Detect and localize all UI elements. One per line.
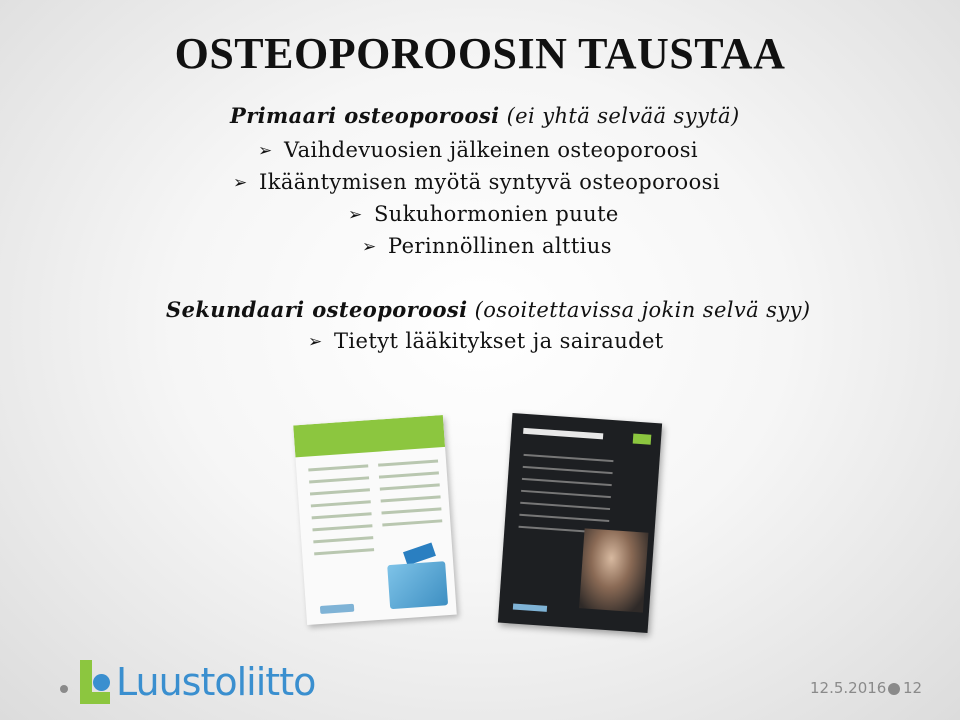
brochure-text-line <box>314 548 374 555</box>
list-item-text: Ikääntymisen myötä syntyvä osteoporoosi <box>259 170 720 194</box>
brochure-header-band <box>293 415 445 457</box>
list-item-text: Perinnöllinen alttius <box>388 234 612 258</box>
brochure-text-line <box>382 519 442 526</box>
brochure-text-line <box>312 524 372 531</box>
brochure-text-line <box>381 495 441 502</box>
list-item <box>362 234 612 258</box>
arrowhead-bullet-icon: ➢ <box>348 205 363 225</box>
primary-heading: Primaari osteoporoosi <box>230 103 500 128</box>
brochure-text-line <box>308 464 368 471</box>
primary-note: (ei yhtä selvää syytä) <box>506 104 740 128</box>
list-item <box>308 329 664 353</box>
brochure-logo <box>320 604 354 614</box>
brochure-image-green <box>293 415 457 625</box>
logo-text: Luustoliitto <box>116 660 316 704</box>
list-item-text: Tietyt lääkitykset ja sairaudet <box>334 329 664 353</box>
brochure-text-line <box>522 478 612 486</box>
brochure-text-line <box>519 514 609 522</box>
brochure-text-line <box>313 536 373 543</box>
brochure-text-line <box>381 507 441 514</box>
brochure-title-bar <box>523 428 603 440</box>
footer-bullet <box>60 685 68 693</box>
brochure-text-line <box>523 466 613 474</box>
brochure-text-line <box>521 490 611 498</box>
brochure-badge <box>633 434 652 445</box>
list-item-text: Sukuhormonien puute <box>374 202 619 226</box>
brochure-photo <box>387 561 448 609</box>
brochure-text-line <box>520 502 610 510</box>
logo-mark-icon <box>80 660 110 704</box>
luustoliitto-logo <box>80 658 315 704</box>
brochure-text-line <box>312 512 372 519</box>
arrowhead-bullet-icon: ➢ <box>308 332 323 352</box>
brochure-photo <box>579 528 648 612</box>
brochure-text-line <box>379 471 439 478</box>
slide-title: OSTEOPOROOSIN TAUSTAA <box>174 29 786 78</box>
secondary-heading-line <box>166 297 810 322</box>
brochure-text-line <box>310 488 370 495</box>
page-number: 12 <box>903 679 923 697</box>
list-item <box>348 202 619 226</box>
primary-heading-line <box>230 103 740 128</box>
arrowhead-bullet-icon: ➢ <box>362 237 377 257</box>
arrowhead-bullet-icon: ➢ <box>233 173 248 193</box>
list-item-text: Vaihdevuosien jälkeinen osteoporoosi <box>284 138 699 162</box>
brochure-text-line <box>311 500 371 507</box>
brochure-text-line <box>524 454 614 462</box>
brochure-logo <box>513 604 547 612</box>
secondary-note: (osoitettavissa jokin selvä syy) <box>474 298 811 322</box>
footer-date: 12.5.2016 <box>810 679 887 697</box>
secondary-heading: Sekundaari osteoporoosi <box>166 297 468 322</box>
brochure-text-line <box>380 483 440 490</box>
brochure-text-line <box>378 459 438 466</box>
list-item <box>233 170 720 194</box>
brochure-image-dark <box>498 413 662 633</box>
brochure-text-line <box>309 476 369 483</box>
footer-dot <box>888 683 900 695</box>
list-item <box>258 138 698 162</box>
arrowhead-bullet-icon: ➢ <box>258 141 273 161</box>
